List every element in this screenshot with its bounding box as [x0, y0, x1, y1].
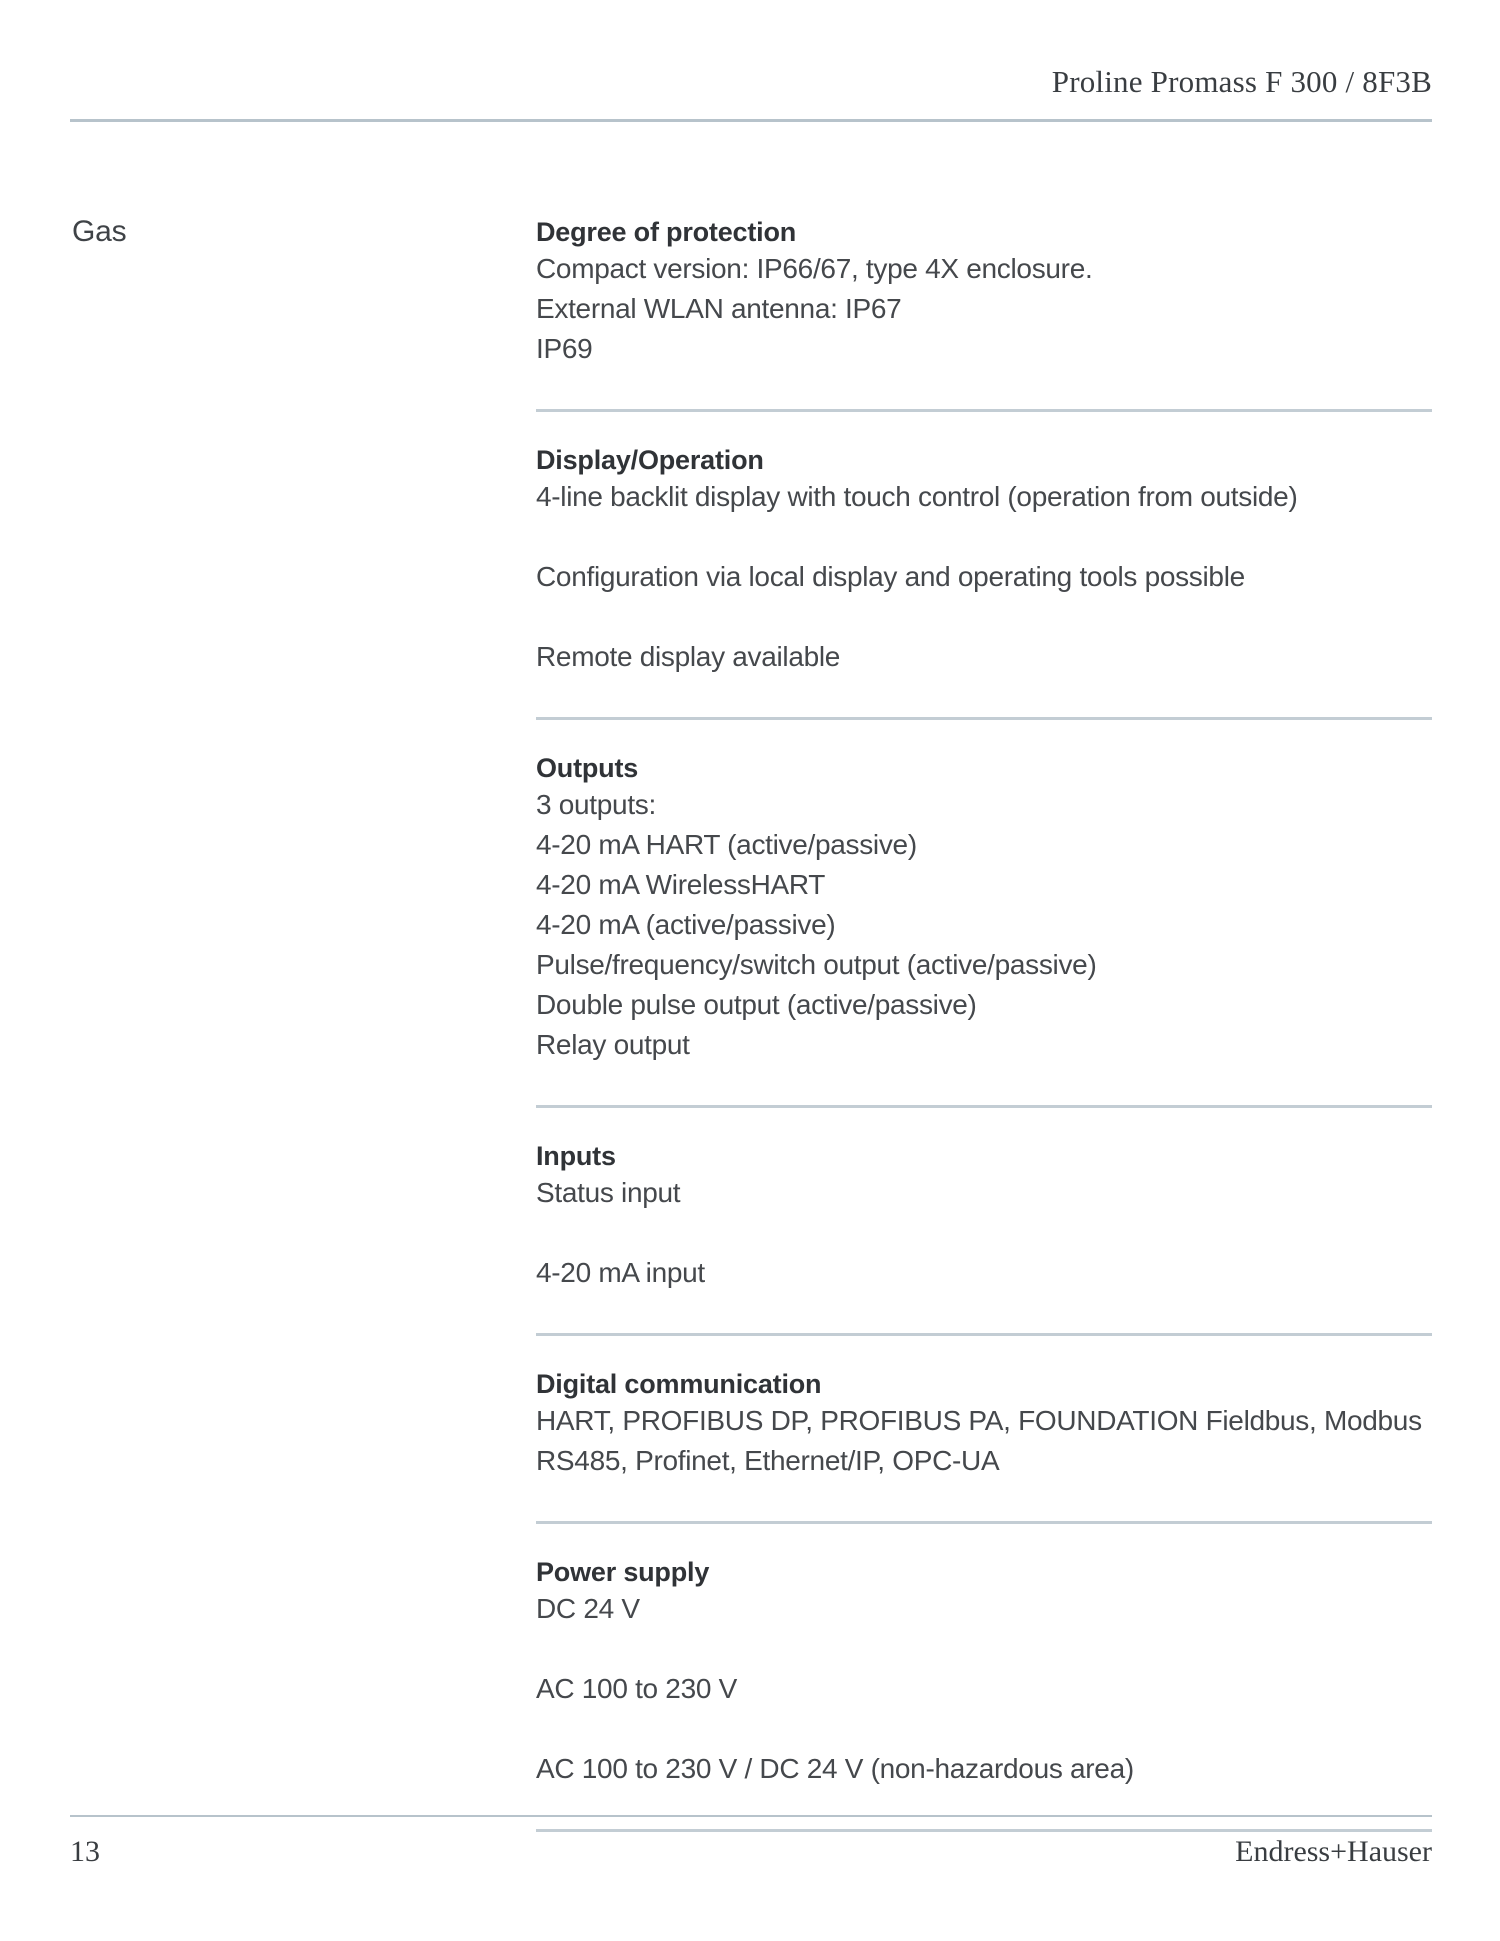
footer-row: [70, 1835, 1432, 1869]
spec-line: 3 outputs:: [536, 789, 656, 820]
section-paragraph: [536, 1173, 1432, 1213]
document-title: Proline Promass F 300 / 8F3B: [1051, 64, 1432, 99]
page-number: 13: [70, 1835, 100, 1868]
section-title: Outputs: [536, 753, 639, 783]
spec-line: 4-20 mA HART (active/passive): [536, 829, 917, 860]
group-label-gas: Gas: [72, 215, 127, 248]
section-divider: [536, 1521, 1432, 1524]
section-paragraph: [536, 785, 1432, 1065]
attribute-label-column: [72, 215, 536, 1832]
spec-line: 4-20 mA WirelessHART: [536, 869, 826, 900]
spec-section: [536, 215, 1432, 412]
spec-section: [536, 1367, 1432, 1524]
spec-section: [536, 751, 1432, 1108]
spec-line: Remote display available: [536, 641, 841, 672]
section-divider: [536, 1105, 1432, 1108]
spec-sections-column: [536, 215, 1432, 1832]
header-rule: [70, 119, 1432, 122]
spec-line: Status input: [536, 1177, 681, 1208]
spec-line: IP69: [536, 333, 593, 364]
spec-line: External WLAN antenna: IP67: [536, 293, 902, 324]
spec-section: [536, 1139, 1432, 1336]
section-paragraph: [536, 637, 1432, 677]
spec-line: 4-line backlit display with touch control (operation from outside): [536, 481, 1298, 512]
section-title: Digital communication: [536, 1369, 822, 1399]
spec-line: AC 100 to 230 V / DC 24 V (non-hazardous area): [536, 1753, 1134, 1784]
section-paragraph: [536, 557, 1432, 597]
page-footer: [70, 1815, 1432, 1869]
section-divider: [536, 717, 1432, 720]
section-divider: [536, 1333, 1432, 1336]
spec-line: HART, PROFIBUS DP, PROFIBUS PA, FOUNDATION Fieldbus, Modbus RS485, Profinet, Ethernet/IP, OPC-UA: [536, 1405, 1422, 1476]
section-paragraph: [536, 1401, 1432, 1481]
spec-section: [536, 443, 1432, 720]
section-title: Display/Operation: [536, 445, 764, 475]
spec-line: Relay output: [536, 1029, 690, 1060]
spec-line: Pulse/frequency/switch output (active/passive): [536, 949, 1097, 980]
section-paragraph: [536, 1589, 1432, 1629]
section-paragraph: [536, 1749, 1432, 1789]
section-title: Inputs: [536, 1141, 616, 1171]
spec-line: DC 24 V: [536, 1593, 640, 1624]
spec-line: Double pulse output (active/passive): [536, 989, 977, 1020]
main-content: [0, 215, 1500, 1832]
section-paragraph: [536, 477, 1432, 517]
footer-rule: [70, 1815, 1432, 1817]
section-paragraph: [536, 249, 1432, 369]
spec-line: AC 100 to 230 V: [536, 1673, 737, 1704]
brand-logo-text: Endress+Hauser: [1235, 1835, 1432, 1868]
page-header: [0, 0, 1500, 122]
spec-line: 4-20 mA input: [536, 1257, 705, 1288]
section-paragraph: [536, 1669, 1432, 1709]
spec-line: Configuration via local display and operating tools possible: [536, 561, 1245, 592]
section-paragraph: [536, 1253, 1432, 1293]
section-title: Degree of protection: [536, 217, 797, 247]
spec-line: Compact version: IP66/67, type 4X enclosure.: [536, 253, 1093, 284]
spec-line: 4-20 mA (active/passive): [536, 909, 836, 940]
section-title: Power supply: [536, 1557, 710, 1587]
spec-section: [536, 1555, 1432, 1832]
section-divider: [536, 409, 1432, 412]
